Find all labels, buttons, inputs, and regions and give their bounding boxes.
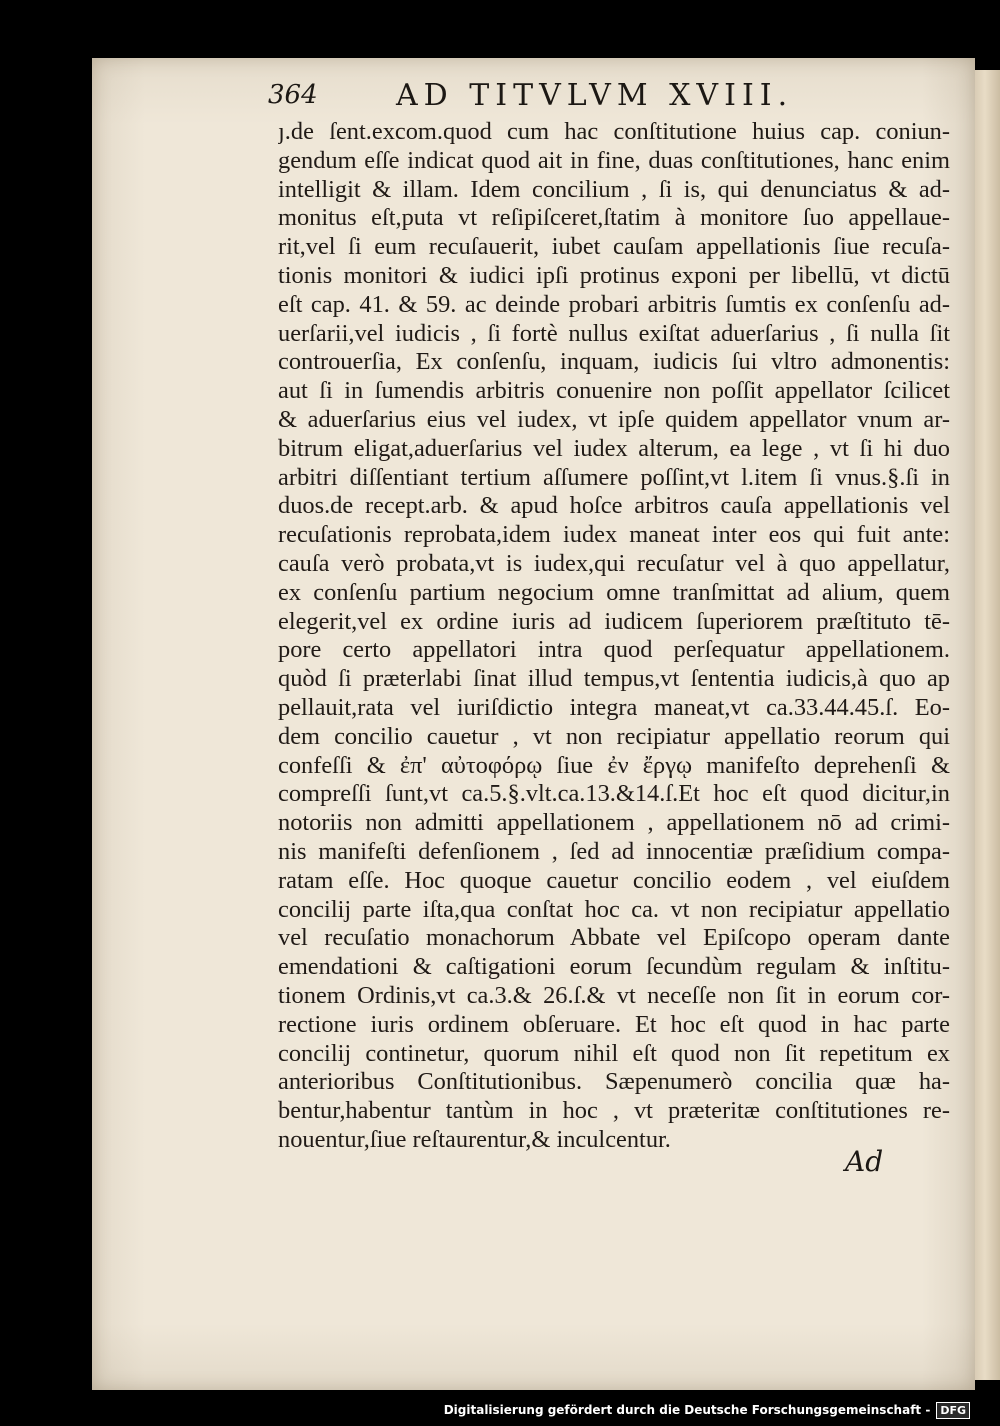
text-line: compreſſi ſunt,vt ca.5.§.vlt.ca.13.&14.ſ.Et hoc eſt quod dicitur,in [278,780,950,808]
text-line: aut ſi in ſumendis arbitris conuenire non poſſit appellator ſcilicet [278,377,950,405]
text-line: & aduerſarius eius vel iudex, vt ipſe quidem appellator vnum ar- [278,405,950,433]
text-line: ratam eſſe. Hoc quoque cauetur concilio eodem , vel eiuſdem [278,866,950,894]
text-line: monitus eſt,puta vt reſipiſceret,ſtatim à monitore ſuo appellaue- [278,204,950,232]
text-line: eſt cap. 41. & 59. ac deinde probari arbitris ſumtis ex conſenſu ad- [278,290,950,318]
dfg-logo: DFG [936,1402,970,1419]
text-line: cauſa verò probata,vt is iudex,qui recuſatur vel à quo appellatur, [278,549,950,577]
text-line: duos.de recept.arb. & apud hoſce arbitros cauſa appellationis vel [278,492,950,520]
digitization-credit [444,1400,970,1420]
text-line: ex conſenſu partium negocium omne tranſmittat ad alium, quem [278,578,950,606]
text-line: arbitri diſſentiant tertium aſſumere poſſint,vt l.item ſi vnus.§.ſi in [278,463,950,491]
text-line: intelligit & illam. Idem concilium , ſi is, qui denunciatus & ad- [278,175,950,203]
body-text [278,118,950,1155]
text-line: pellauit,rata vel iuriſdictio integra maneat,vt ca.33.44.45.ſ. Eo- [278,693,950,721]
credit-text: Digitalisierung gefördert durch die Deutsche Forschungsgemeinschaft - [443,1403,931,1417]
text-line: quòd ſi prӕterlabi ſinat illud tempus,vt ſententia iudicis,à quo ap [278,665,950,693]
page-edge [975,70,1000,1380]
text-line: nis manifeſti defenſionem , ſed ad innocentiӕ prӕſidium compa- [278,837,950,865]
running-title: AD TITVLVM XVIII. [396,78,794,113]
text-line: concilij continetur, quorum nihil eſt quod non ſit repetitum ex [278,1039,950,1067]
text-line: nouentur,ſiue reſtaurentur,& inculcentur. [278,1125,671,1153]
text-line: concilij parte iſta,qua conſtat hoc ca. vt non recipiatur appellatio [278,895,950,923]
text-line: bitrum eligat,aduerſarius vel iudex alterum, ea lege , vt ſi hi duo [278,434,950,462]
text-line: rit,vel ſi eum recuſauerit, iubet cauſam appellationis ſiue recuſa- [278,233,950,261]
text-line: ȷ.de ſent.excom.quod cum hac conſtitutione huius cap. coniun- [278,118,950,145]
text-line: pore certo appellatori intra quod perſequatur appellationem. [278,636,950,664]
running-head [268,78,858,118]
text-line: recuſationis reprobata,idem iudex maneat inter eos qui fuit ante: [278,521,950,549]
text-line: emendationi & caſtigationi eorum ſecundùm regulam & inſtitu- [278,953,950,981]
text-line: bentur,habentur tantùm in hoc , vt prӕteritӕ conſtitutiones re- [278,1097,950,1125]
text-line: elegerit,vel ex ordine iuris ad iudicem ſuperiorem præſtituto tē- [278,607,950,635]
text-line: controuerſia, Ex conſenſu, inquam, iudicis ſui vltro admonentis: [278,348,950,376]
text-line: vel recuſatio monachorum Abbate vel Epiſcopo operam dante [278,924,950,952]
text-line: anterioribus Conſtitutionibus. Sӕpenumerò concilia quӕ ha- [278,1068,950,1096]
text-line: confeſſi & ἐπ' αὐτοφόρῳ ſiue ἐν ἔργῳ manifeſto deprehenſi & [278,751,950,779]
text-line: uerſarii,vel iudicis , ſi fortè nullus exiſtat aduerſarius , ſi nulla ſit [278,319,950,347]
text-line: dem concilio cauetur , vt non recipiatur appellatio reorum qui [278,722,950,750]
text-line: notoriis non admitti appellationem , appellationem nō ad crimi- [278,809,950,837]
page-number: 364 [268,80,318,110]
text-line: tionem Ordinis,vt ca.3.& 26.ſ.& vt neceſſe non ſit in eorum cor- [278,981,950,1009]
text-line: gendum eſſe indicat quod ait in fine, duas conſtitutiones, hanc enim [278,146,950,174]
text-line: rectione iuris ordinem obſeruare. Et hoc eſt quod in hac parte [278,1010,950,1038]
text-line: tionis monitori & iudici ipſi protinus exponi per libellū, vt dictū [278,261,950,289]
catchword: Ad [845,1145,884,1178]
